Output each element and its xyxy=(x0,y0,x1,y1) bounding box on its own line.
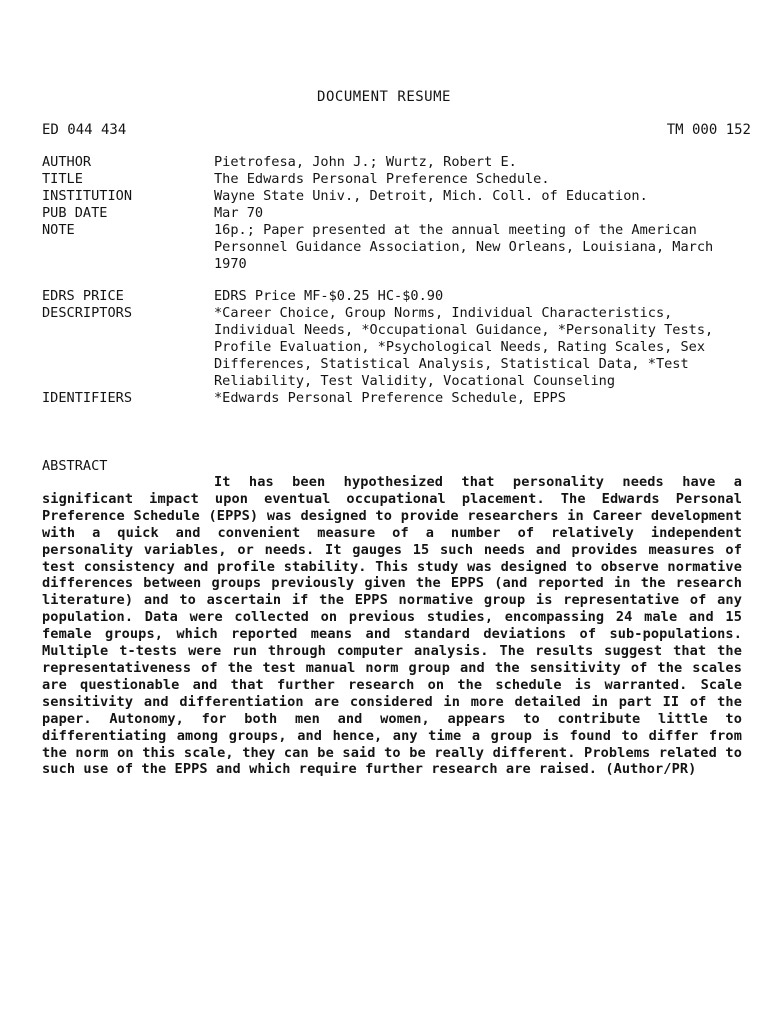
field-label: TITLE xyxy=(42,171,83,187)
ed-number: ED 044 434 xyxy=(42,122,127,138)
field-identifiers xyxy=(42,390,754,407)
field-pub-date xyxy=(42,205,754,222)
field-value: Pietrofesa, John J.; Wurtz, Robert E. xyxy=(214,154,517,170)
abstract-body: It has been hypothesized that personality needs have a significant impact upon eventual occupational placement. The Edwards Personal Preference Schedule (EPPS) was designed to provide researchers in Career development with a quick and convenient measure of a number of relatively independent personality variables, or needs. It gauges 15 such needs and provides measures of test consistency and profile stability. This study was designed to observe normative differences between groups previously given the EPPS (and reported in the research literature) and to ascertain if the EPPS normative group is representative of any population. Data were collected on previous studies, encompassing 24 male and 15 female groups, which reported means and standard deviations of sub-populations. Multiple t-tests were run through computer analysis. The results suggest that the representativeness of the test manual norm group and the sensitivity of the scales are questionable and that further research on the schedule is warranted. Scale sensitivity and differentiation are considered in more detailed in part II of the paper. Autonomy, for both men and women, appears to contribute little to differentiating among groups, and hence, any time a group is found to differ from the norm on this scale, they can be said to be really different. Problems related to such use of the EPPS and which require further research are raised. (Author/PR) xyxy=(42,474,742,778)
field-institution xyxy=(42,188,754,205)
field-value: The Edwards Personal Preference Schedule. xyxy=(214,171,550,187)
tm-number: TM 000 152 xyxy=(666,122,751,138)
abstract-heading: ABSTRACT xyxy=(42,458,108,474)
field-value: EDRS Price MF-$0.25 HC-$0.90 xyxy=(214,288,444,304)
field-label: PUB DATE xyxy=(42,205,108,221)
field-value: Wayne State Univ., Detroit, Mich. Coll. of Education. xyxy=(214,188,648,204)
field-label: IDENTIFIERS xyxy=(42,390,133,406)
field-note xyxy=(42,222,754,273)
field-label: INSTITUTION xyxy=(42,188,133,204)
field-author xyxy=(42,154,754,171)
field-label: AUTHOR xyxy=(42,154,92,170)
document-title: DOCUMENT RESUME xyxy=(317,89,451,105)
field-label: NOTE xyxy=(42,222,75,238)
field-value: *Career Choice, Group Norms, Individual Characteristics, Individual Needs, *Occupational Guidance, *Personality Tests, Profile Evaluation, *Psychological Needs, Rating Scales, Sex Differences, Statistical Analysis, Statistical Data, *Test Reliability, Test Validity, Vocational Counseling xyxy=(214,305,714,389)
field-value: 16p.; Paper presented at the annual meeting of the American Personnel Guidance Association, New Orleans, Louisiana, March 1970 xyxy=(214,222,714,272)
metadata-fields xyxy=(42,154,754,407)
field-title xyxy=(42,171,754,188)
field-label: DESCRIPTORS xyxy=(42,305,133,321)
field-descriptors xyxy=(42,305,754,390)
field-value: Mar 70 xyxy=(214,205,264,221)
field-label: EDRS PRICE xyxy=(42,288,124,304)
field-value: *Edwards Personal Preference Schedule, EPPS xyxy=(214,390,566,406)
field-edrs-price xyxy=(42,288,754,305)
